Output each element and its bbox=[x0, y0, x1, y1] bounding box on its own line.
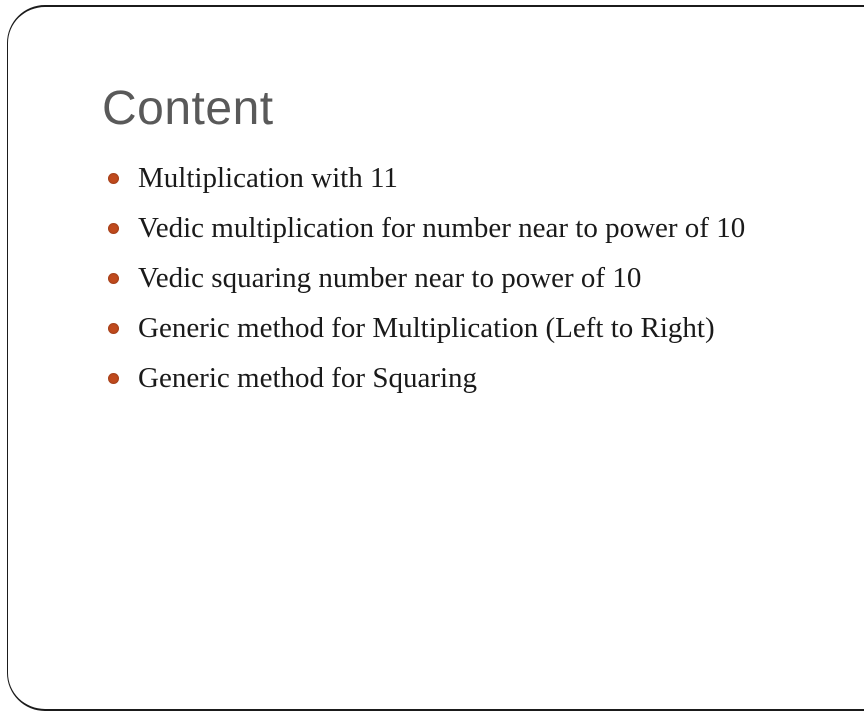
bullet-text: Vedic multiplication for number near to power of 10 bbox=[138, 211, 746, 244]
bullet-icon bbox=[108, 273, 119, 284]
bullet-icon bbox=[108, 223, 119, 234]
list-item bbox=[108, 303, 745, 353]
list-item bbox=[108, 353, 745, 403]
bullet-list bbox=[108, 153, 745, 403]
bullet-icon bbox=[108, 173, 119, 184]
bullet-icon bbox=[108, 373, 119, 384]
list-item bbox=[108, 203, 745, 253]
bullet-icon bbox=[108, 323, 119, 334]
page-title: Content bbox=[102, 82, 274, 135]
bullet-text: Vedic squaring number near to power of 10 bbox=[138, 261, 642, 294]
bullet-text: Generic method for Squaring bbox=[138, 361, 478, 394]
list-item bbox=[108, 153, 745, 203]
list-item bbox=[108, 253, 745, 303]
bullet-text: Multiplication with 11 bbox=[138, 161, 398, 194]
bullet-text: Generic method for Multiplication (Left to Right) bbox=[138, 311, 715, 344]
